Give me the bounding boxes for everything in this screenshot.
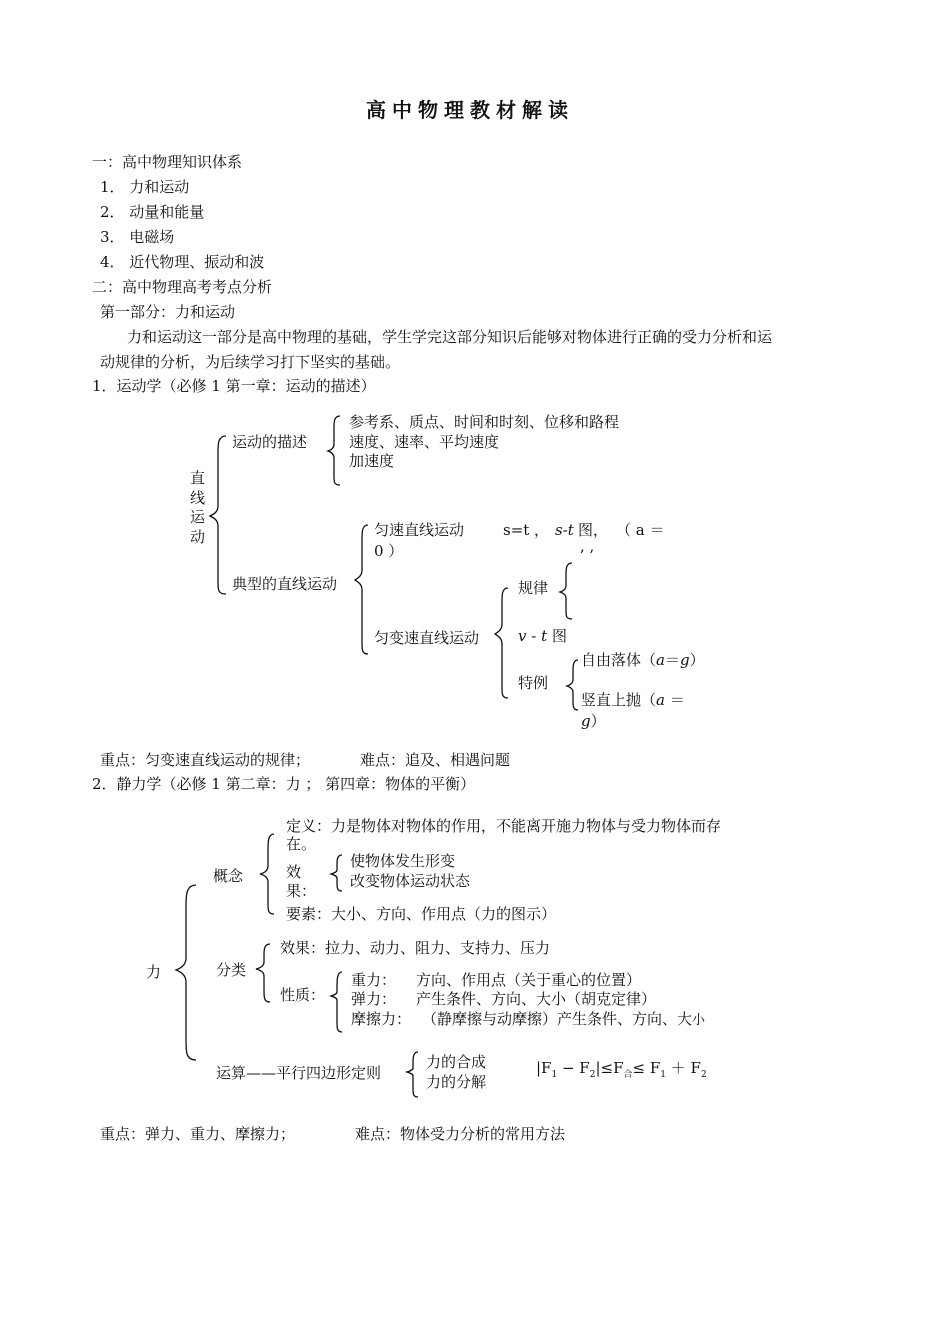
node-operation: 运算——平行四边形定则 <box>216 1064 382 1082</box>
upward-end: ） <box>590 712 606 730</box>
definition-line: 定义：力是物体对物体的作用，不能离开施力物体与受力物体而存 <box>286 817 722 835</box>
root-char: 动 <box>190 528 206 546</box>
friction-desc <box>422 1009 705 1031</box>
root-force: 力 <box>146 963 162 981</box>
uniform-tail: 0 ） <box>374 542 404 560</box>
node-variable-motion: 匀变速直线运动 <box>374 629 480 647</box>
list-item: 4． 近代物理、振动和波 <box>100 253 265 271</box>
node-motion-description: 运动的描述 <box>232 433 308 451</box>
range-sub: 合 <box>623 1070 633 1080</box>
range-d: ≤ F <box>632 1059 661 1077</box>
node-typical-motion: 典型的直线运动 <box>232 575 338 593</box>
kinematics-heading: 1．运动学（必修 1 第一章：运动的描述） <box>92 377 376 395</box>
range-b: − F <box>557 1059 590 1077</box>
case-vertical-upward-tail <box>581 711 606 731</box>
brace-law <box>560 563 572 619</box>
range-sub: 1 <box>660 1070 666 1080</box>
upward-eq: ＝ <box>669 691 685 709</box>
effect-item: 使物体发生形变 <box>350 852 456 870</box>
brace-variable-motion <box>495 588 508 698</box>
free-fall-label: 自由落体（ <box>581 651 657 669</box>
free-fall-eq: ＝ <box>664 651 680 669</box>
brace-special-cases <box>567 660 578 710</box>
part-heading: 第一部分：力和运动 <box>100 303 236 321</box>
node-vt-graph <box>518 626 567 646</box>
upward-g: g <box>581 712 591 730</box>
list-item: 3． 电磁场 <box>100 228 175 246</box>
upward-label: 竖直上抛（ <box>581 691 657 709</box>
brace-concept <box>260 834 274 914</box>
desc-item: 参考系、质点、时间和时刻、位移和路程 <box>349 413 620 431</box>
brace-operation <box>407 1052 418 1097</box>
vt-dash: - <box>531 627 537 645</box>
node-effect: 效 <box>286 863 302 881</box>
node-concept: 概念 <box>213 867 244 885</box>
compose-label: 力的合成 <box>426 1053 487 1071</box>
friction-label: 摩擦力： <box>351 1010 412 1028</box>
node-by-nature: 性质： <box>280 986 326 1004</box>
node-uniform-motion: 匀速直线运动 <box>374 521 465 539</box>
vt-t: t <box>541 627 548 645</box>
range-e: ＋ F <box>665 1059 701 1077</box>
elastic-desc: 产生条件、方向、大小（胡克定律） <box>416 990 657 1008</box>
brace-linear-motion <box>210 436 226 594</box>
formula-graph: 图， <box>578 521 609 539</box>
range-a: |F <box>536 1059 552 1077</box>
desc-item: 加速度 <box>349 452 395 470</box>
formula-comma: ， <box>534 521 550 539</box>
upward-a: a <box>656 691 665 709</box>
brace-effect <box>331 855 342 891</box>
resultant-range <box>536 1058 707 1085</box>
formula-commas: , , <box>580 537 595 555</box>
formula-s: s=t <box>503 521 530 539</box>
friction-desc-text: （静摩擦与动摩擦）产生条件、方向、大 <box>422 1010 693 1028</box>
node-law: 规律 <box>518 579 549 597</box>
definition-line: 在。 <box>286 835 317 853</box>
key-point: 重点：匀变速直线运动的规律； <box>100 751 311 769</box>
list-item: 1． 力和运动 <box>100 178 190 196</box>
difficult-point: 难点：追及、相遇问题 <box>360 751 511 769</box>
case-free-fall <box>581 650 705 670</box>
gravity-desc: 方向、作用点（关于重心的位置） <box>416 971 642 989</box>
node-classify: 分类 <box>216 961 247 979</box>
intro-paragraph-line: 力和运动这一部分是高中物理的基础，学生学完这部分知识后能够对物体进行正确的受力分析和运 <box>127 328 773 346</box>
range-sub: 2 <box>700 1070 707 1080</box>
difficult-point: 难点：物体受力分析的常用方法 <box>355 1125 566 1143</box>
brace-motion-description <box>328 416 340 485</box>
node-elements: 要素：大小、方向、作用点（力的图示） <box>286 905 557 923</box>
node-effect: 果： <box>286 882 317 900</box>
formula-st: s-t <box>555 521 574 539</box>
free-fall-a: a <box>656 651 665 669</box>
node-special-cases: 特例 <box>518 674 549 692</box>
free-fall-g: g <box>679 651 690 669</box>
range-sub: 1 <box>551 1070 558 1080</box>
statics-heading: 2．静力学（必修 1 第二章：力 ； 第四章：物体的平衡） <box>92 775 476 793</box>
case-vertical-upward <box>581 690 685 710</box>
vt-graph: 图 <box>551 627 567 645</box>
vt-v: v <box>518 627 527 645</box>
list-item: 2． 动量和能量 <box>100 203 205 221</box>
section-heading-exam-analysis: 二：高中物理高考考点分析 <box>92 278 273 296</box>
node-by-effect: 效果：拉力、动力、阻力、支持力、压力 <box>280 939 551 957</box>
key-point: 重点：弹力、重力、摩擦力； <box>100 1125 296 1143</box>
gravity-label: 重力： <box>351 971 397 989</box>
decompose-label: 力的分解 <box>426 1073 487 1091</box>
section-heading-knowledge-system: 一：高中物理知识体系 <box>92 153 243 171</box>
brace-classify <box>256 944 270 1002</box>
formula-a: （ a ＝ <box>616 521 665 539</box>
brace-force <box>176 885 196 1060</box>
desc-item: 速度、速率、平均速度 <box>349 433 500 451</box>
range-c: |≤F <box>595 1059 624 1077</box>
free-fall-end: ） <box>689 651 705 669</box>
intro-paragraph-line: 动规律的分析，为后续学习打下坚实的基础。 <box>100 353 401 371</box>
root-char: 运 <box>190 508 206 526</box>
brace-nature <box>331 972 342 1032</box>
friction-desc-small: 小 <box>692 1013 706 1028</box>
range-sub: 2 <box>589 1070 596 1080</box>
brace-typical-motion <box>355 525 368 654</box>
root-char: 线 <box>190 489 206 507</box>
root-char: 直 <box>190 469 206 487</box>
elastic-label: 弹力： <box>351 990 397 1008</box>
page-title: 高中物理教材解读 <box>366 98 574 122</box>
effect-item: 改变物体运动状态 <box>350 872 471 890</box>
